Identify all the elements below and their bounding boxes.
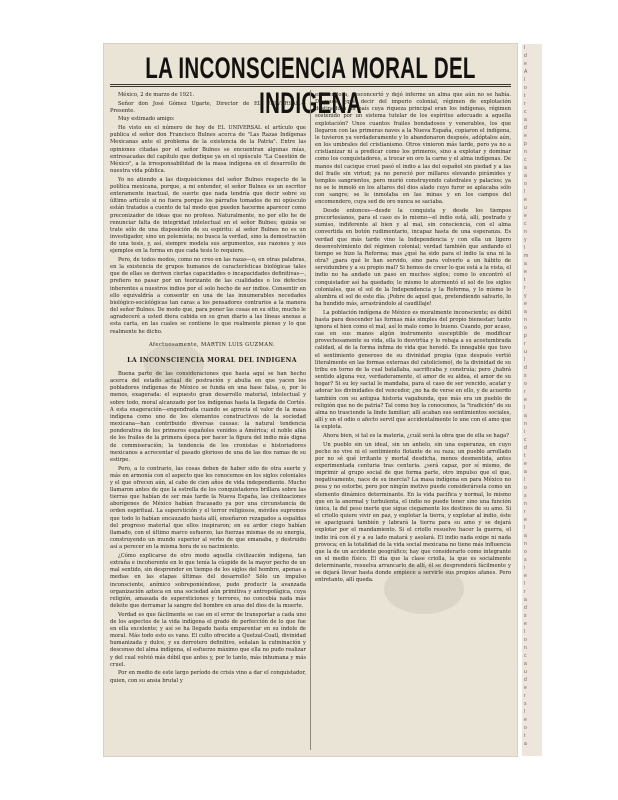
edge-fragment: e bbox=[524, 461, 527, 467]
edge-fragment: t bbox=[524, 93, 526, 99]
edge-fragment: n bbox=[524, 501, 527, 507]
edge-fragment: i bbox=[524, 429, 526, 435]
edge-fragment: l bbox=[524, 477, 526, 483]
edge-fragment: s bbox=[524, 701, 527, 707]
edge-fragment: e bbox=[524, 517, 527, 523]
right-column bbox=[315, 92, 511, 586]
edge-fragment: a bbox=[524, 597, 527, 603]
edge-fragment: i bbox=[524, 565, 526, 571]
essay-paragraph: ¿Cómo explicarse de otro modo aquella civilización indígena, tan extraña e incoherente en lo que tenía la cúspide de la mayor pecho de un mal sentido, sin desprender en tiempo de los siglos del hombre, apenas a medias en las etapas últimas del desarrollo? Sólo un impulso inconsciente, anímico sobreponiéndose, pudo producir la avanzada organización azteca en una sociedad aún primitiva y antropofágica, cuya religión, amasada de supersticiones y terrores, no concebía nada más deleite que derramar la sangre del hombre en aras del dios de la muerte. bbox=[110, 552, 306, 609]
edge-fragment: e bbox=[524, 397, 527, 403]
signature: Afectuosamente, MARTIN LUIS GUZMAN. bbox=[148, 341, 276, 348]
essay-paragraph: Ahora bien, si tal es la materia, ¿cuál será la obra que de ella se haga? bbox=[323, 432, 510, 439]
edge-fragment: c bbox=[524, 109, 527, 115]
edge-fragment: o bbox=[524, 85, 527, 91]
edge-fragment: s bbox=[524, 493, 527, 499]
edge-fragment: t bbox=[524, 453, 526, 459]
edge-fragment: n bbox=[524, 421, 527, 427]
paper-stain bbox=[144, 344, 204, 384]
edge-fragment: l bbox=[524, 45, 526, 51]
edge-fragment: c bbox=[524, 221, 527, 227]
edge-fragment: y bbox=[524, 293, 527, 299]
adjacent-page-edge bbox=[522, 44, 542, 756]
edge-fragment: a bbox=[524, 413, 527, 419]
edge-fragment: r bbox=[524, 509, 526, 515]
edge-fragment: r bbox=[524, 341, 526, 347]
edge-fragment: a bbox=[524, 533, 527, 539]
edge-fragment: d bbox=[524, 125, 527, 131]
edge-fragment: s bbox=[524, 613, 527, 619]
edge-fragment: r bbox=[524, 285, 526, 291]
edge-fragment: a bbox=[524, 261, 527, 267]
edge-fragment: e bbox=[524, 685, 527, 691]
essay-paragraph: estruendosa, desconcertó y dejó inferme un alma que aún no se había. Después, ¿qué decir del imperio colonial, régimen de explotación destinado a un país cuya riqueza principal eran los indígenas, régimen sostenido por un sistema tutelar de los espíritus adecuado a aquella explotación? Unos cuantos frailes bondadosos y venerables, los que llegaron con las primeras naves a la Nueva España, copiaron el indígena, le tuvieron ya verdaderamente y lo abandonaron después, adóptalos aún, en los umbrales del cristianismo. Otros vinieron más tarde, pero ya no a cristianizar ni a predicar como los primeros, sino a explotar y dominar como los conquistadores, a trocar en oro la carne y el alma indígenas. De manos del cacique cruel pasó el indio a las del español sin piedad y a las del fraile sin virtud; ya no pereció por millares elevando pirámides y templos sangrientos, pero murió construyendo catedrales y palacios; ya no se le inmoló en los altares del dios alado cuyo furor se aplacaba sólo con sangre; se le inmolaba en las minas y en los campos del encomendero, cuya sed de oro nunca se saciaba. bbox=[315, 92, 511, 206]
edge-fragment: A bbox=[524, 69, 528, 75]
edge-fragment: l bbox=[524, 189, 526, 195]
edge-fragment: a bbox=[524, 117, 527, 123]
edge-fragment: e bbox=[524, 717, 527, 723]
edge-fragment: n bbox=[524, 645, 527, 651]
paper-stain bbox=[384, 564, 464, 614]
edge-fragment: d bbox=[524, 53, 527, 59]
edge-fragment: l bbox=[524, 357, 526, 363]
edge-fragment: e bbox=[524, 269, 527, 275]
edge-fragment: d bbox=[524, 445, 527, 451]
edge-fragment: c bbox=[524, 157, 527, 163]
edge-fragment: a bbox=[524, 661, 527, 667]
edge-fragment: l bbox=[524, 629, 526, 635]
edge-fragment: o bbox=[524, 637, 527, 643]
edge-fragment: e bbox=[524, 573, 527, 579]
salutation: Señor don José Gómez Ugarte, Director de EL UNIVERSAL.—Presente. bbox=[110, 100, 306, 114]
dateline: México, 2 de marzo de 1921. bbox=[118, 92, 195, 98]
left-column bbox=[110, 92, 306, 686]
essay-paragraph: Un pueblo sin un ideal, sin un anhelo, sin una esperanza, en cuyo pecho no vive ni el sentimiento flotante de su raza; un pueblo arrollado por no sé qué irritante y mortal desdicha, menos desmentida, antes experimentada centuria tras centuria. ¿será capaz, por sí mismo, de imprimir al grupo social de que forma parte, otro impulso que el que, negativamente, nace de su inercia? La masa indígena en para México no pesa y no estorbe, pero por ningún motivo puede considerársela como un elemento dinámico determinante. En la vida pacífica y normal, lo mismo que en la anormal y turbulenta, el indio no puede tener sino una función única, la del peso inerte que sigue ciegamente los destinos de su amo. Si el criollo quiere vivir en paz, y explotar la tierra, y explotar al indio, éste se apaciguará también y labrará la tierra para su amo y se dejará explotar por el mandamiento. Si el criollo resuelve hacer la guerra, el indio irá con él y a su lado matará y asolará. El indio nada exige ni nada provoca; en la totalidad de la vida social mexicana no tiene más influencia que la de un accidente geográfico; hay que considerarlo como integrante en el medio físico. El día que la clase criolla, la que es socialmente determinante, resuelva arrancarlo de allí, él se desprenderá fácilmente y se dejará llevar hasta donde empiece a servirle sus propios afanes. Pero entretanto, allí queda. bbox=[315, 441, 511, 584]
headline: LA INCONSCIENCIA MORAL DEL INDIGENA bbox=[145, 52, 476, 121]
edge-fragment: a bbox=[524, 173, 527, 179]
edge-fragment: e bbox=[524, 301, 527, 307]
edge-fragment: o bbox=[524, 485, 527, 491]
edge-fragment: o bbox=[524, 549, 527, 555]
essay-paragraph: Por en medio de este largo período de crisis vino a dar el conquistador, quien, con su ansia brutal y bbox=[110, 670, 306, 684]
newspaper-clipping bbox=[104, 44, 517, 756]
edge-fragment: o bbox=[524, 325, 527, 331]
letter-paragraph: Pero, de todos modos, como no creo en las razas—o, en otras palabras, en la existencia de grupos humanos de características biológicas tales que de ellas se deriven ciertas capacidades o incapacidades definitivas—, prefiero no pasar por un teorizante de las cualidades o los defectos inherentes a nuestros indios por el solo hecho de ser indios. Consentir en ello equivaldría a consentir en una de las innumerables necedades biológico-sociológicas tan caras a los pensadores contrarios a la manera del señor Bulnes. De modo que, para poner las cosas en su sitio, mucho le agradeceré a usted diera cabida en su gran diario a las líneas anexas a esta carta, en las cuales se contiene lo que realmente pienso y lo que realmente he dicho. bbox=[110, 256, 306, 335]
edge-fragment: u bbox=[524, 205, 527, 211]
edge-fragment: p bbox=[524, 141, 527, 147]
edge-fragment: t bbox=[524, 277, 526, 283]
edge-fragment: e bbox=[524, 621, 527, 627]
edge-fragment: n bbox=[524, 317, 527, 323]
edge-fragment: e bbox=[524, 61, 527, 67]
headline-rule bbox=[110, 84, 511, 85]
letter-paragraph: Yo no atiendo a las disquisiciones del señor Bulnes respecto de la política mexicana, porque, a mi entender, el señor Bulnes es un escritor enteramente inactual, de suerte que nada tendría que decir sobre su último artículo si no fuera porque los párrafos tomados de mi opúsculo están tratados a cuento de tal modo que pueden hacerme aparecer como preconizador de ideas que no profeso. Naturalmente, no por ello he de renunciar falta de integridad intelectual en el señor Bulnes; quizás se trate sólo de una disposición de su espíritu: al señor Bulnes no es un investigador, sino un polemista; no busca la verdad, sino la demostración de una tesis, y, así, siempre modela sus argumentos, sus razones y sus ejemplos en la forma en que cada tesis lo requiere. bbox=[110, 176, 306, 255]
edge-fragment: e bbox=[524, 197, 527, 203]
edge-fragment: o bbox=[524, 181, 527, 187]
edge-fragment: n bbox=[524, 149, 527, 155]
edge-fragment: u bbox=[524, 349, 527, 355]
edge-fragment: l bbox=[524, 525, 526, 531]
essay-paragraph: Desde entonces—desde la conquista y desde los tiempos precortesianos, para el caso es lo mismo—el indio está, allí, postrado y sumiso, indiferente al bien y al mal, sin consciencia, con el alma convertida en botón rudimentario, incapaz hasta de una esperanza. Es verdad que más tarde vino la Independencia y con ella un ligero desenvolvimiento del régimen colonial; verdad también que andando el tiempo se hizo la Reforma; mas ¿qué ha sido para el indio la una ni la otra? ¿para qué le han servido, sino para volverlo a un hábito de servidumbre y a su propio mal? Si hemos de creer lo que está a la vista, el indio no ha andado un paso en muchos siglos; como lo encontró el conquistador así ha quedado; lo mismo lo atormentó el sol de los siglos coloniales, que el sol de la Independencia y la Reforma, y lo mismo lo alumbra el sol de este día. ¡Pobre de aquel que, pretendiendo salvarlo, lo ha hundido más, arrastrándolo al caudillaje! bbox=[315, 208, 511, 308]
edge-fragment: p bbox=[524, 333, 527, 339]
edge-fragment: o bbox=[524, 725, 527, 731]
greeting: Muy estimado amigo: bbox=[118, 116, 175, 123]
edge-fragment: u bbox=[524, 669, 527, 675]
letter-paragraph: He visto en el número de hoy de EL UNIVERSAL el artículo que publica el señor don Francisco Bulnes acerca de "Las Razas Indígenas Mexicanas ante el problema de la existencia de la Patria". Entre las opiniones citadas por el señor Bulnes se encuentran algunas mías, entresacadas del capítulo que dedique ya en el opúsculo "La Cuestión de México", a la irresponsabilidad de la masa indígena en el desarrollo de nuestra vida pública. bbox=[110, 125, 306, 175]
edge-fragment: r bbox=[524, 693, 526, 699]
edge-fragment: d bbox=[524, 365, 527, 371]
edge-fragment: r bbox=[524, 589, 526, 595]
edge-fragment: l bbox=[524, 405, 526, 411]
edge-fragment: l bbox=[524, 709, 526, 715]
edge-fragment: y bbox=[524, 237, 527, 243]
headline-rule-thin bbox=[110, 86, 511, 87]
essay-paragraph: Buena parte de las consideraciones que hasta aquí se han hecho acerca del estado actual de postración y abulia en que yacen los pobladores indígenas de México se funda en una base falsa, o, por lo menos, exagerada: el supuesto gran desarrollo material, intelectual y sobre todo, moral alcanzado por los indígenas hasta la llegada de Cortés. A esta exageración—engendrada cuando se aprecia el valor de la masa indígena como uno de los elementos constructivos de la sociedad mexicana—han contribuido diversas causas: la natural tendencia ponderativa de los primeros españoles venidos a América; el noble afán de los frailes de la primera época por hacer la figura del indio más digna de commiseración; la tendencia de los cronistas e historiadores mexicanos a acrecentar el pasado glorioso de una de las dos ramas de su estirpe. bbox=[110, 370, 306, 463]
edge-fragment: e bbox=[524, 133, 527, 139]
edge-fragment: a bbox=[524, 741, 527, 747]
edge-fragment: r bbox=[524, 101, 526, 107]
essay-paragraph: La población indígena de México es moralmente inconsciente; es débil hasta para descender las formas más simples del propio bienestar; tanto ignora el bien como el mal, así lo malo como lo bueno. Cuando, por acaso, cae en sus manos algún instrumento susceptible de modificar provechosamente su vida, ella lo desvirtúa y lo rebaja a su acostumbrada calidad, al de la forma ínfima de vida que heredó. Es innegable que tuvo el sentimiento generoso de su divinidad propia (que después vertió literalmente en las formas externas del catolicismo), de la divinidad de su tribu en torno de la cual batallaba, sacrificaba y construía; pero ¿habrá sentido alguna vez, verdaderamente, el amor de su aldea, el amor de su hogar? Si su ley sacial le mandaba, para el caso de ser vencido, acatar y adorar los divinidades del vencedor, ¿no ha de verse en ello, y de acuerdo también con su antigua historia vagabunda, que más era un pueblo de religión que no de patria? Tal como hoy la conocemos, la "tradición" de su alma no trasciende la linde familiar; allí acaban sus sentimientos sociales, allí y en el odio o afecto servil que accidentalmente lo une con el amo que la explota. bbox=[315, 309, 511, 431]
edge-fragment: a bbox=[524, 165, 527, 171]
edge-fragment: a bbox=[524, 309, 527, 315]
edge-fragment: s bbox=[524, 373, 527, 379]
edge-fragment: e bbox=[524, 213, 527, 219]
essay-paragraph: Pero, a lo contrario, las cosas deben de haber sido de otra suerte y más en armonía con el aspecto que les conocemos en los siglos coloniales y el que ofrecen aún, al cabo de cien años de vida independiente. Mucho llamaron antes de que la estrella de los conquistadores brillara sobre las tierras que habían de ser más tarde la Nueva España, las civilizaciones aborígenes de México habían fracasado ya por una circunstancia de orden espiritual. La superstición y el terror religiosos, móviles supremos que todo lo habían encauzado hasta allí, enseñaron rezagados a espaldas del progreso material que ellos inspiraron; en su ardor ciego habían llamado, con el último marco esfuerzo, las fuerzas mismas de su energía, construyendo un mundo superior al verbo de que emanaba, y destruido así a perecer en la misma hora de su nacimiento. bbox=[110, 465, 306, 551]
edge-fragment: t bbox=[524, 733, 526, 739]
edge-fragment: r bbox=[524, 389, 526, 395]
column-divider bbox=[310, 90, 311, 750]
edge-fragment: c bbox=[524, 437, 527, 443]
essay-paragraph: Verdad es que fácilmente se cae en el error de transportar a cada uno de los aspectos de la vida indígena el grado de perfección de lo que fue en ella excelente; y así se ha llegado hasta emparentar en su índole de moral. Más todo esto es vano. El culto ofrecido a Quetzal-Coatl, divinidad humanizada y dulce, y su derrotero definitivo, señalan la culminación y descenso del alma indígena, el esfuerzo máximo que ella no pudo realizar y del cual volvió más débil que antes y, por lo tanto, más inhumana y más cruel. bbox=[110, 611, 306, 668]
edge-fragment: c bbox=[524, 653, 527, 659]
edge-fragment: o bbox=[524, 381, 527, 387]
edge-fragment: s bbox=[524, 557, 527, 563]
edge-fragment: l bbox=[524, 77, 526, 83]
edge-fragment: a bbox=[524, 469, 527, 475]
edge-fragment: d bbox=[524, 605, 527, 611]
edge-fragment: m bbox=[524, 253, 529, 259]
edge-fragment: l bbox=[524, 581, 526, 587]
essay-subheading: LA INCONSCIENCIA MORAL DEL INDIGENA bbox=[127, 356, 297, 364]
edge-fragment: l bbox=[524, 245, 526, 251]
edge-fragment: d bbox=[524, 677, 527, 683]
edge-fragment: n bbox=[524, 229, 527, 235]
edge-fragment: n bbox=[524, 541, 527, 547]
